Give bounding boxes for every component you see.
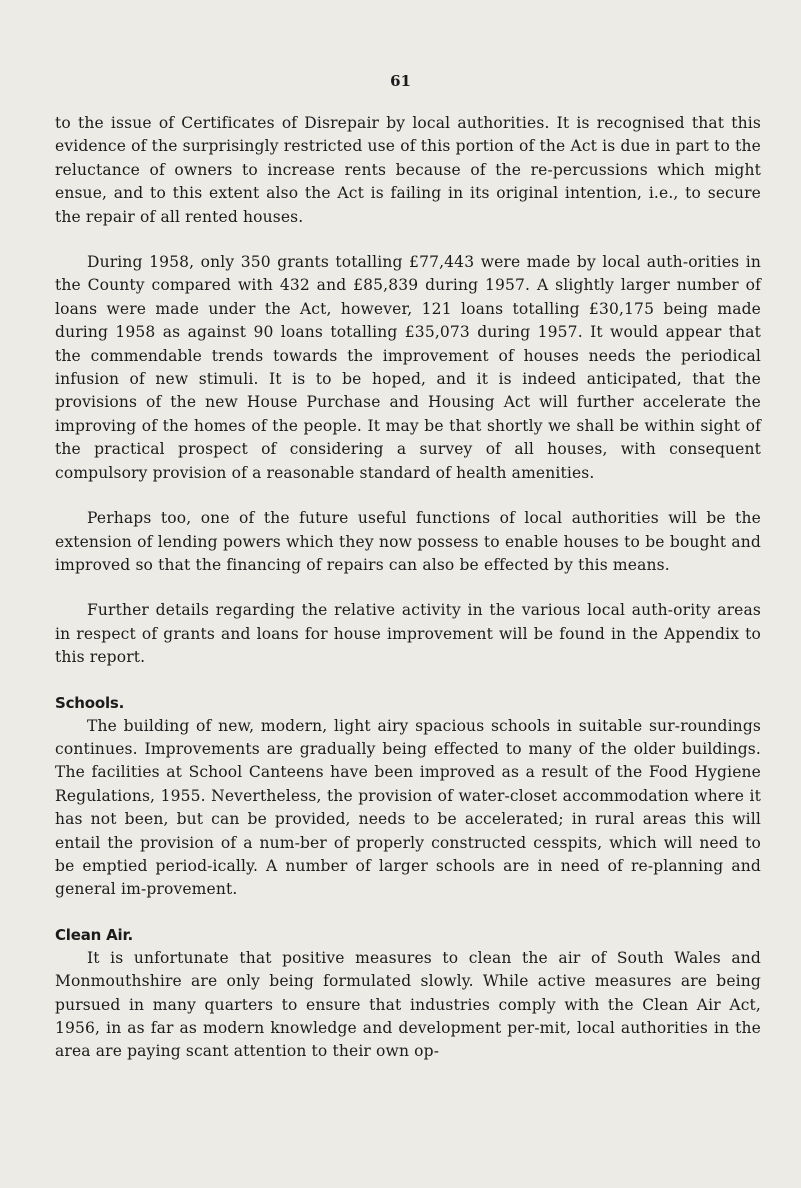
paragraph-grants-and-loans: During 1958, only 350 grants totalling £77,443 were made by local auth-orities in the County compared with 432 and £85,839 during 1957. A slightly larger number of loans were made under the Act, however, 121 loans totalling £30,175 being made during 1958 as against 90 loans totalling £35,073 during 1957. It would appear that the commendable trends towards the improvement of houses needs the periodical infusion of new stimuli. It is to be hoped, and it is indeed anticipated, that the provisions of the new House Purchase and Housing Act will further accelerate the improving of the homes of the people. It may be that shortly we shall be within sight of the practical prospect of considering a survey of all houses, with consequent compulsory provision of a reasonable standard of health amenities.: [55, 253, 761, 482]
paragraph-lending-powers: Perhaps too, one of the future useful functions of local authorities will be the extension of lending powers which they now possess to enable houses to be bought and improved so that the financing of repairs can also be effected by this means.: [55, 509, 761, 574]
paragraph-appendix-reference: Further details regarding the relative activity in the various local auth-ority areas in respect of grants and loans for house improvement will be found in the Appendix to this report.: [55, 601, 761, 667]
schools-heading: Schools.: [55, 693, 125, 712]
page-number: 61: [390, 72, 411, 90]
clean-air-heading: Clean Air.: [55, 925, 134, 944]
paragraph-clean-air: It is unfortunate that positive measures to clean the air of South Wales and Monmouthshire are only being formulated slowly. While active measures are being pursued in many quarters to ensure that industries comply with the Clean Air Act, 1956, in as far as modern knowledge and development per-mit, local authorities in the area are paying scant attention to their own op-: [55, 948, 761, 1061]
paragraph-schools: The building of new, modern, light airy spacious schools in suitable sur-roundings continues. Improvements are gradually being effected to many of the older buildings. The facilities at School Canteens have been improved as a result of the Food Hygiene Regulations, 1955. Nevertheless, the provision of water-closet accommodation where it has not been, but can be provided, needs to be accelerated; in rural areas this will entail the provision of a num-ber of properly constructed cesspits, which will need to be emptied period-ically. A number of larger schools are in need of re-planning and general im-provement.: [55, 716, 761, 899]
paragraph-disrepair-certificates: to the issue of Certificates of Disrepair by local authorities. It is recognised that this evidence of the surprisingly restricted use of this portion of the Act is due in part to the reluctance of owners to increase rents because of the re-percussions which might ensue, and to this extent also the Act is failing in its original intention, i.e., to secure the repair of all rented houses.: [55, 114, 761, 226]
page-content: [55, 112, 761, 1064]
